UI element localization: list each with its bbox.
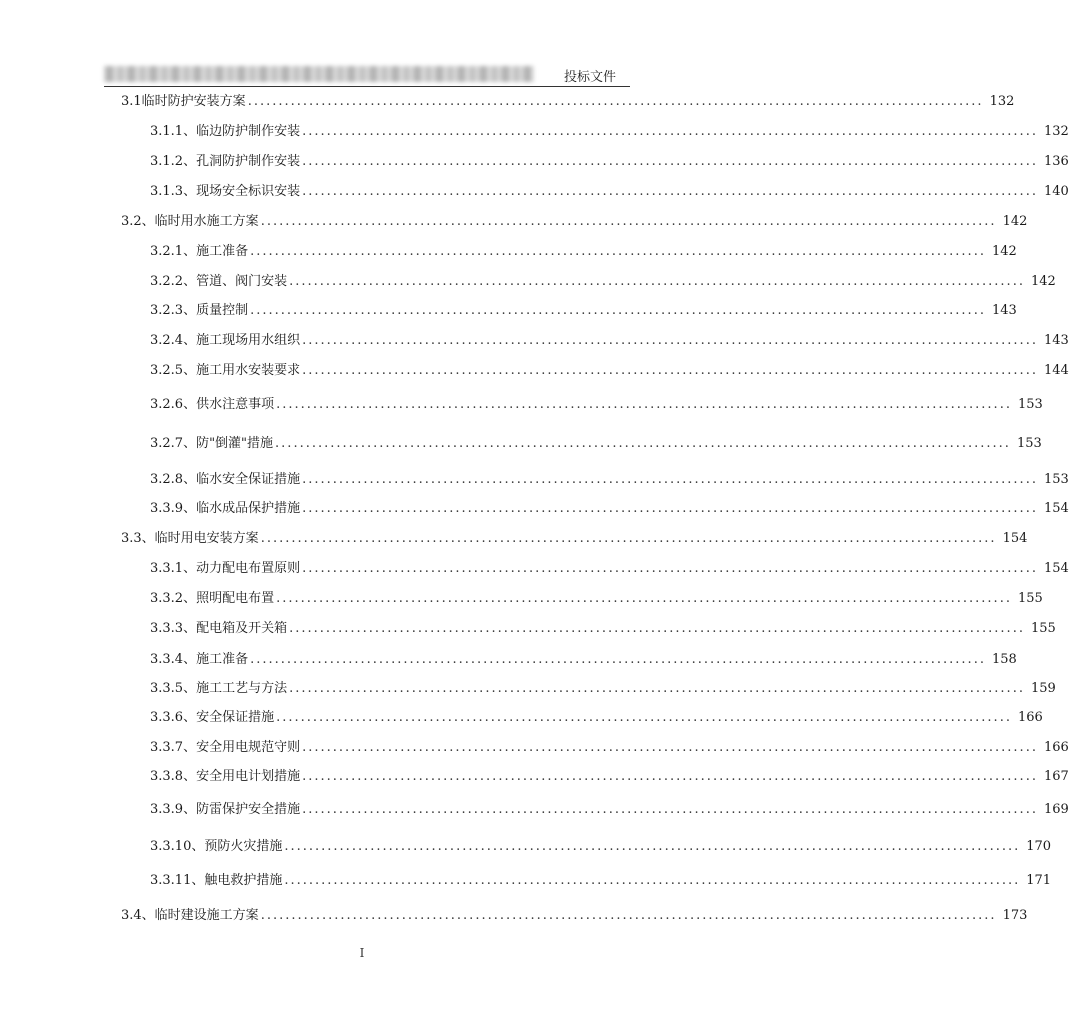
toc-entry[interactable] bbox=[150, 708, 1043, 728]
toc-entry-title: 3.3.9、临水成品保护措施 bbox=[150, 501, 301, 516]
toc-entry[interactable] bbox=[150, 272, 1056, 292]
toc-entry-page: 158 bbox=[991, 652, 1017, 667]
toc-entry[interactable] bbox=[150, 361, 1069, 381]
toc-entry-title: 3.1.2、孔洞防护制作安装 bbox=[150, 154, 301, 169]
toc-entry[interactable] bbox=[150, 679, 1056, 699]
toc-entry-page: 154 bbox=[1043, 501, 1069, 516]
toc-entry-page: 143 bbox=[991, 303, 1017, 318]
toc-entry-page: 143 bbox=[1043, 333, 1069, 348]
dot-leader: ........................................................................................................................ bbox=[247, 94, 984, 109]
dot-leader: ........................................................................................................................ bbox=[302, 802, 1038, 817]
toc-entry-page: 166 bbox=[1017, 710, 1043, 725]
toc-entry[interactable] bbox=[150, 395, 1043, 415]
toc-entry[interactable] bbox=[150, 182, 1069, 202]
toc-entry-page: 142 bbox=[991, 244, 1017, 259]
toc-entry[interactable] bbox=[150, 499, 1069, 519]
toc-entry[interactable] bbox=[150, 152, 1069, 172]
toc-entry[interactable] bbox=[121, 92, 1015, 112]
toc-entry[interactable] bbox=[150, 559, 1069, 579]
toc-entry[interactable] bbox=[121, 529, 1028, 549]
dot-leader: ........................................................................................................................ bbox=[250, 303, 986, 318]
toc-entry-page: 153 bbox=[1043, 472, 1069, 487]
toc-entry-title: 3.1临时防护安装方案 bbox=[121, 94, 246, 109]
page-number: I bbox=[359, 946, 365, 960]
toc-entry-title: 3.2、临时用水施工方案 bbox=[121, 214, 259, 229]
toc-entry[interactable] bbox=[150, 767, 1069, 787]
toc-entry-page: 132 bbox=[989, 94, 1015, 109]
toc-entry-page: 167 bbox=[1043, 769, 1069, 784]
dot-leader: ........................................................................................................................ bbox=[284, 839, 1021, 854]
toc-entry[interactable] bbox=[150, 738, 1069, 758]
toc-entry[interactable] bbox=[121, 212, 1028, 232]
toc-entry-title: 3.3.8、安全用电计划措施 bbox=[150, 769, 301, 784]
toc-entry-title: 3.1.1、临边防护制作安装 bbox=[150, 124, 301, 139]
toc-entry-title: 3.3.5、施工工艺与方法 bbox=[150, 681, 288, 696]
toc-entry-page: 169 bbox=[1043, 802, 1069, 817]
dot-leader: ........................................................................................................................ bbox=[275, 436, 1011, 451]
toc-entry-title: 3.2.6、供水注意事项 bbox=[150, 397, 275, 412]
dot-leader: ........................................................................................................................ bbox=[250, 652, 986, 667]
toc-entry-page: 170 bbox=[1026, 839, 1052, 854]
dot-leader: ........................................................................................................................ bbox=[260, 908, 997, 923]
toc-entry[interactable] bbox=[150, 589, 1043, 609]
toc-entry-title: 3.2.5、施工用水安装要求 bbox=[150, 363, 301, 378]
toc-entry-page: 173 bbox=[1002, 908, 1028, 923]
toc-entry-title: 3.4、临时建设施工方案 bbox=[121, 908, 259, 923]
toc-entry-page: 166 bbox=[1043, 740, 1069, 755]
dot-leader: ........................................................................................................................ bbox=[302, 769, 1038, 784]
toc-entry-title: 3.2.2、管道、阀门安装 bbox=[150, 274, 288, 289]
toc-entry-page: 154 bbox=[1002, 531, 1028, 546]
toc-entry[interactable] bbox=[150, 331, 1069, 351]
dot-leader: ........................................................................................................................ bbox=[302, 501, 1038, 516]
toc-entry-title: 3.2.4、施工现场用水组织 bbox=[150, 333, 301, 348]
toc-entry[interactable] bbox=[150, 837, 1052, 857]
toc-entry-title: 3.1.3、现场安全标识安装 bbox=[150, 184, 301, 199]
dot-leader: ........................................................................................................................ bbox=[302, 124, 1038, 139]
toc-entry-title: 3.3.9、防雷保护安全措施 bbox=[150, 802, 301, 817]
toc-entry[interactable] bbox=[150, 800, 1069, 820]
toc-entry-title: 3.3.6、安全保证措施 bbox=[150, 710, 275, 725]
toc-entry-page: 159 bbox=[1030, 681, 1056, 696]
dot-leader: ........................................................................................................................ bbox=[276, 397, 1012, 412]
header-label: 投标文件 bbox=[563, 70, 616, 85]
toc-entry-title: 3.3.4、施工准备 bbox=[150, 652, 249, 667]
toc-entry-title: 3.2.7、防"倒灌"措施 bbox=[150, 436, 274, 451]
toc-entry-title: 3.2.8、临水安全保证措施 bbox=[150, 472, 301, 487]
toc-entry-page: 140 bbox=[1043, 184, 1069, 199]
dot-leader: ........................................................................................................................ bbox=[302, 333, 1038, 348]
toc-entry-title: 3.3.10、预防火灾措施 bbox=[150, 839, 283, 854]
toc-entry[interactable] bbox=[150, 242, 1017, 262]
dot-leader: ........................................................................................................................ bbox=[276, 710, 1012, 725]
toc-entry[interactable] bbox=[150, 301, 1017, 321]
dot-leader: ........................................................................................................................ bbox=[289, 681, 1025, 696]
toc-entry[interactable] bbox=[121, 906, 1028, 926]
toc-entry-title: 3.3.7、安全用电规范守则 bbox=[150, 740, 301, 755]
toc-entry-page: 153 bbox=[1017, 397, 1043, 412]
toc-entry-title: 3.3.1、动力配电布置原则 bbox=[150, 561, 301, 576]
toc-entry[interactable] bbox=[150, 650, 1017, 670]
toc-entry-page: 144 bbox=[1043, 363, 1069, 378]
toc-entry-page: 171 bbox=[1026, 873, 1052, 888]
toc-entry-page: 132 bbox=[1043, 124, 1069, 139]
toc-entry-title: 3.3.2、照明配电布置 bbox=[150, 591, 275, 606]
dot-leader: ........................................................................................................................ bbox=[302, 184, 1038, 199]
toc-entry-title: 3.3、临时用电安装方案 bbox=[121, 531, 259, 546]
toc-entry-page: 155 bbox=[1030, 621, 1056, 636]
dot-leader: ........................................................................................................................ bbox=[250, 244, 986, 259]
toc-entry-page: 142 bbox=[1030, 274, 1056, 289]
toc-entry[interactable] bbox=[150, 470, 1069, 490]
dot-leader: ........................................................................................................................ bbox=[302, 561, 1038, 576]
dot-leader: ........................................................................................................................ bbox=[284, 873, 1021, 888]
toc-entry-page: 154 bbox=[1043, 561, 1069, 576]
dot-leader: ........................................................................................................................ bbox=[276, 591, 1012, 606]
toc-entry-title: 3.2.1、施工准备 bbox=[150, 244, 249, 259]
dot-leader: ........................................................................................................................ bbox=[302, 472, 1038, 487]
toc-entry-title: 3.3.3、配电箱及开关箱 bbox=[150, 621, 288, 636]
toc-entry[interactable] bbox=[150, 619, 1056, 639]
toc-entry-page: 153 bbox=[1016, 436, 1042, 451]
dot-leader: ........................................................................................................................ bbox=[302, 154, 1038, 169]
toc-entry-title: 3.3.11、触电救护措施 bbox=[150, 873, 283, 888]
toc-entry-title: 3.2.3、质量控制 bbox=[150, 303, 249, 318]
toc-entry-page: 136 bbox=[1043, 154, 1069, 169]
dot-leader: ........................................................................................................................ bbox=[260, 531, 997, 546]
toc-entry[interactable] bbox=[150, 122, 1069, 142]
toc-entry[interactable] bbox=[150, 871, 1052, 891]
toc-entry-page: 142 bbox=[1002, 214, 1028, 229]
dot-leader: ........................................................................................................................ bbox=[302, 740, 1038, 755]
toc-entry-page: 155 bbox=[1017, 591, 1043, 606]
dot-leader: ........................................................................................................................ bbox=[289, 621, 1025, 636]
dot-leader: ........................................................................................................................ bbox=[302, 363, 1038, 378]
dot-leader: ........................................................................................................................ bbox=[260, 214, 997, 229]
dot-leader: ........................................................................................................................ bbox=[289, 274, 1025, 289]
toc-entry[interactable] bbox=[150, 434, 1042, 454]
